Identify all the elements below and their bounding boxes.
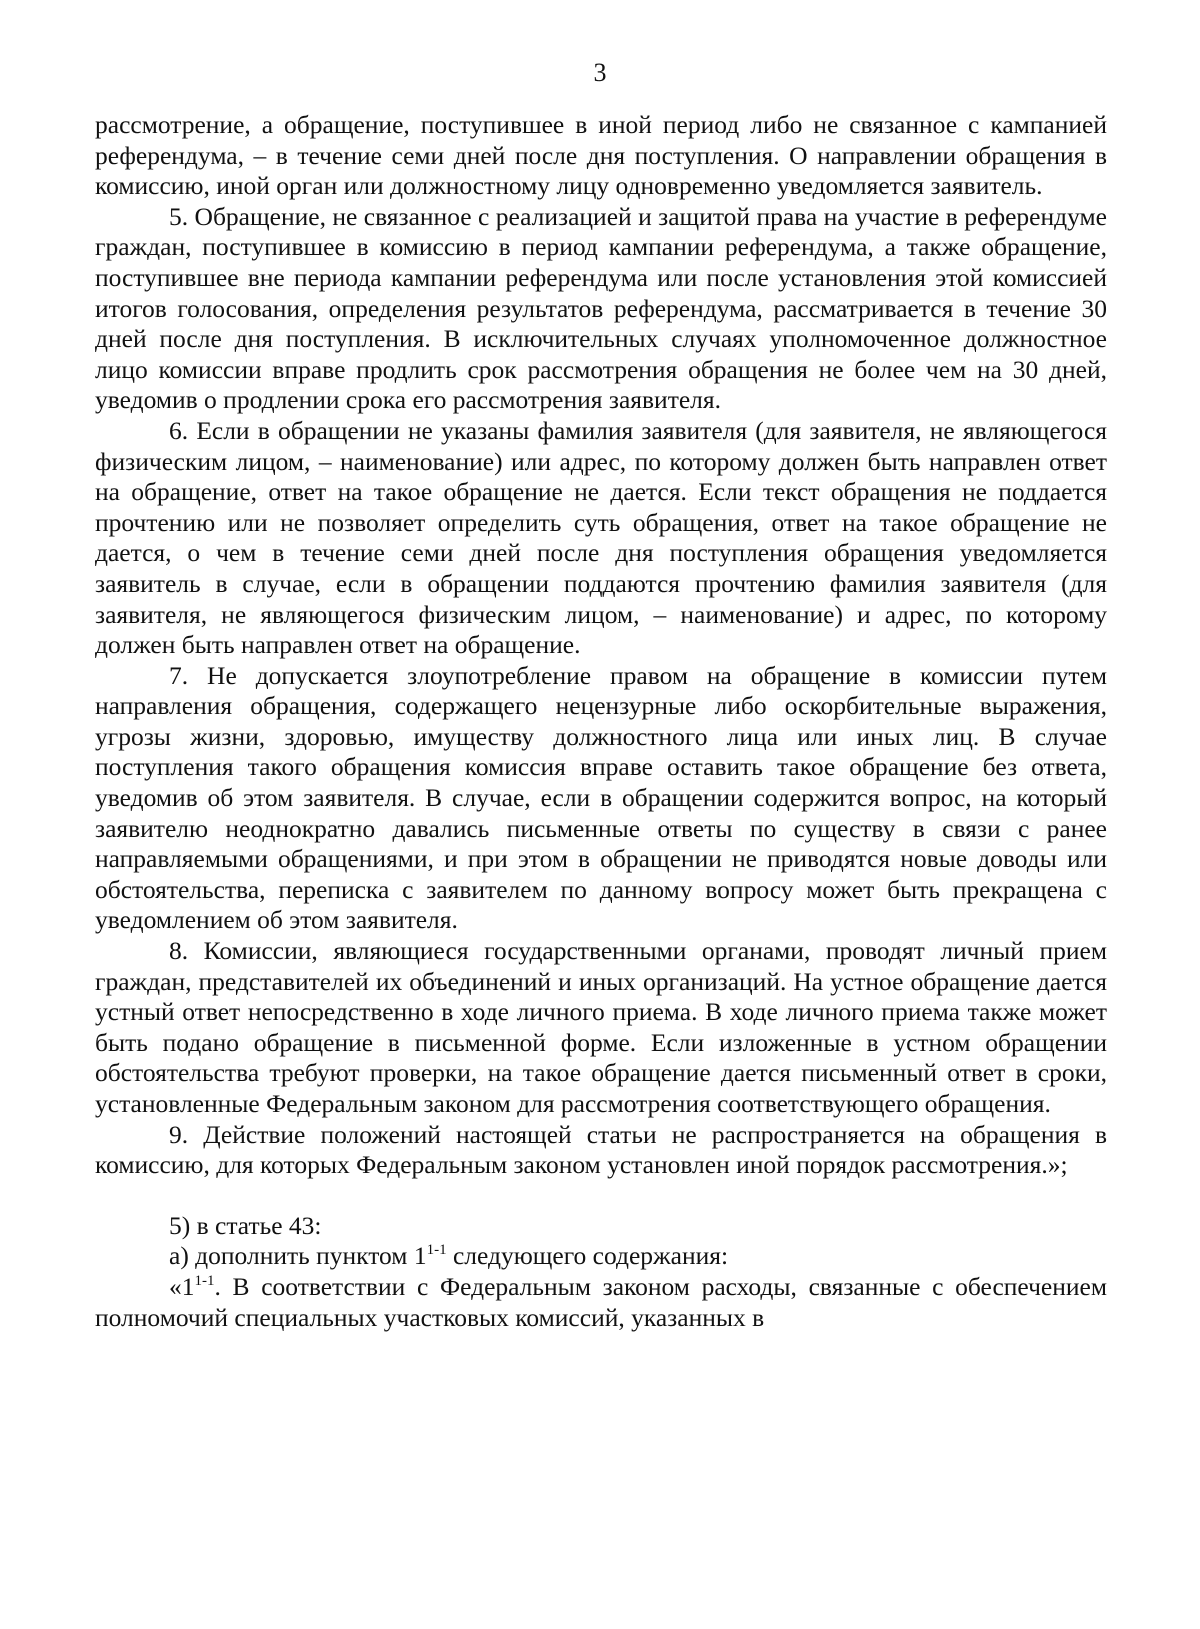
amendment-subitem-a: [95, 1241, 1107, 1272]
amendment-item-5: 5) в статье 43:: [169, 1210, 322, 1240]
quote-text: . В соответствии с Федеральным законом расходы, связанные с обеспечением полномочий специальных участковых комиссий, указанных в: [95, 1271, 1107, 1332]
paragraph-gap: [95, 1181, 1107, 1211]
document-body: [95, 110, 1107, 1333]
paragraph-item-9: 9. Действие положений настоящей статьи не распространяется на обращения в комиссию, для которых Федеральным законом установлен иной порядок рассмотрения.»;: [95, 1119, 1107, 1180]
amendment-quote: [95, 1272, 1107, 1333]
subitem-a-tail: следующего содержания:: [446, 1241, 729, 1271]
paragraph-item-5: 5. Обращение, не связанное с реализацией и защитой права на участие в референдуме граждан, поступившее в комиссию в период кампании референдума, а также обращение, поступившее вне периода кампании референдума или после установления этой комиссией итогов голосования, определения результатов референдума, рассматривается в течение 30 дней после дня поступления. В исключительных случаях уполномоченное должностное лицо комиссии вправе продлить срок рассмотрения обращения не более чем на 30 дней, уведомив о продлении срока его рассмотрения заявителя.: [95, 201, 1107, 415]
page-number: 3: [593, 58, 607, 87]
paragraph-continuation: рассмотрение, а обращение, поступившее в иной период либо не связанное с кампанией референдума, – в течение семи дней после дня поступления. О направлении обращения в комиссию, иной орган или должностному лицу одновременно уведомляется заявитель.: [95, 110, 1107, 201]
subitem-a-text: а) дополнить пунктом 1: [169, 1241, 427, 1271]
paragraph-item-6: 6. Если в обращении не указаны фамилия заявителя (для заявителя, не являющегося физическим лицом, – наименование) или адрес, по которому должен быть направлен ответ на обращение, ответ на такое обращение не дается. Если текст обращения не поддается прочтению или не позволяет определить суть обращения, ответ на такое обращение не дается, о чем в течение семи дней после дня поступления обращения уведомляется заявитель в случае, если в обращении поддаются прочтению фамилия заявителя (для заявителя, не являющегося физическим лицом, – наименование) и адрес, по которому должен быть направлен ответ на обращение.: [95, 415, 1107, 660]
quote-open: «1: [169, 1271, 195, 1301]
paragraph-item-8: 8. Комиссии, являющиеся государственными органами, проводят личный прием граждан, представителей их объединений и иных организаций. На устное обращение дается устный ответ непосредственно в ходе личного приема. В ходе личного приема также может быть подано обращение в письменной форме. Если изложенные в устном обращении обстоятельства требуют проверки, на такое обращение дается письменный ответ в сроки, установленные Федеральным законом для рассмотрения соответствующего обращения.: [95, 936, 1107, 1118]
subitem-a-superscript: 1-1: [426, 1242, 447, 1259]
quote-superscript: 1-1: [194, 1272, 215, 1289]
paragraph-item-7: 7. Не допускается злоупотребление правом на обращение в комиссии путем направления обращения, содержащего нецензурные либо оскорбительные выражения, угрозы жизни, здоровью, имуществу должностного лица или иных лиц. В случае поступления такого обращения комиссия вправе оставить такое обращение без ответа, уведомив об этом заявителя. В случае, если в обращении содержится вопрос, на который заявителю неоднократно давались письменные ответы по существу в связи с ранее направляемыми обращениями, и при этом в обращении не приводятся новые доводы или обстоятельства, переписка с заявителем по данному вопросу может быть прекращена с уведомлением об этом заявителя.: [95, 660, 1107, 935]
